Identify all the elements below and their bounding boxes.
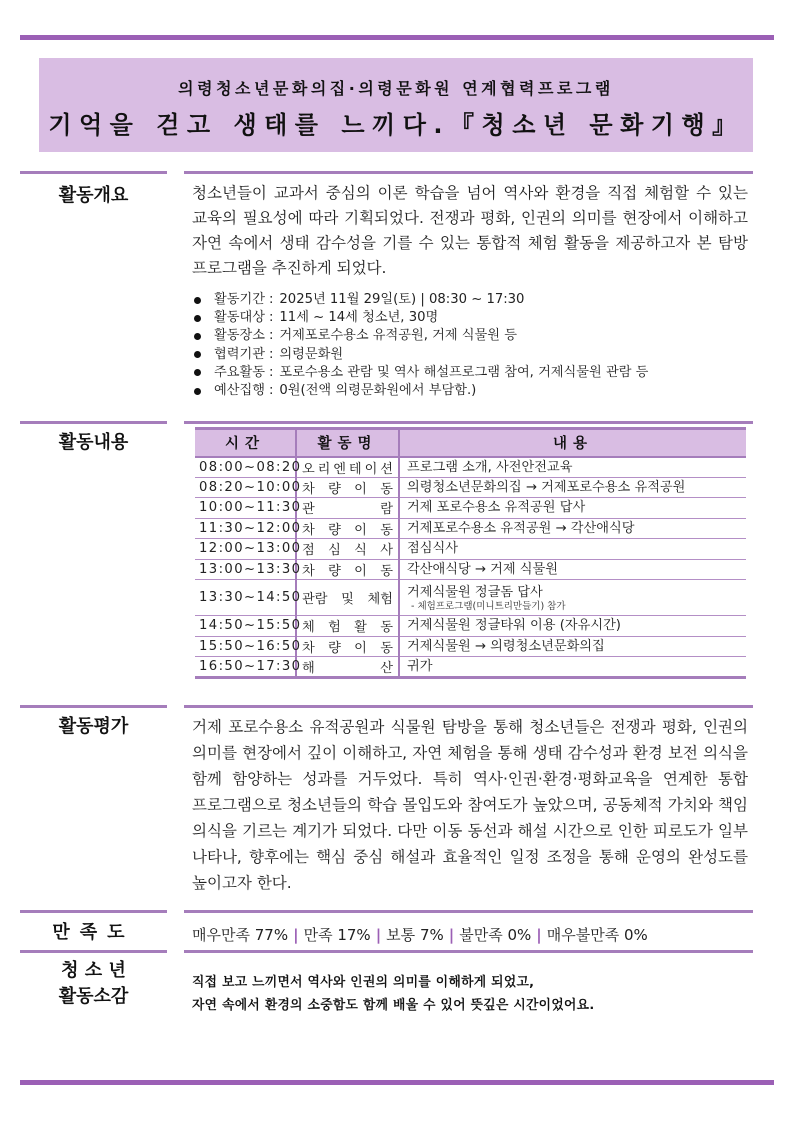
schedule-row xyxy=(195,580,746,616)
bullet-dot-icon xyxy=(194,369,201,376)
overview-paragraph: 청소년들이 교과서 중심의 이론 학습을 넘어 역사와 환경을 직접 체험할 수 있는 교육의 필요성에 따라 기획되었다. 전쟁과 평화, 인권의 의미를 현장에서 이해하고 자연 속에서 생태 감수성을 기를 수 있는 통합적 체험 활동을 제공하고자 본 탐방 프로그램을 추진하게 되었다. xyxy=(192,184,748,277)
evaluation-paragraph: 거제 포로수용소 유적공원과 식물원 탐방을 통해 청소년들은 전쟁과 평화, 인권의 의미를 현장에서 깊이 이해하고, 자연 체험을 통해 생태 감수성과 환경 보전 의식을 함께 함양하는 성과를 거두었다. 특히 역사·인권·환경·평화교육을 연계한 통합 프로그램으로 청소년들의 학습 몰입도와 참여도가 높았으며, 공동체적 가치와 책임 의식을 기르는 계기가 되었다. 다만 이동 동선과 해설 시간으로 인한 피로도가 일부 나타나, 향후에는 핵심 중심 해설과 효율적인 일정 조정을 통해 운영의 완성도를 높이고자 한다. xyxy=(192,718,748,892)
bullet-value: 거제포로수용소 유적공원, 거제 식물원 등 xyxy=(279,328,517,344)
activity-char: 동 xyxy=(380,563,393,579)
time-cell: 13:00~13:30 xyxy=(195,559,296,580)
activity-char: 차 xyxy=(302,522,315,538)
content-cell xyxy=(399,539,746,560)
activity-char: 리 xyxy=(317,461,331,477)
satisfaction-item xyxy=(386,926,444,944)
activity-char: 체 xyxy=(302,620,315,636)
activity-cell xyxy=(296,580,399,616)
bullet-separator: : xyxy=(268,364,274,380)
overview-bullet xyxy=(192,327,752,345)
content-text: 거제포로수용소 유적공원 → 각산애식당 xyxy=(407,520,635,536)
pipe-separator: | xyxy=(448,926,455,944)
time-cell: 14:50~15:50 xyxy=(195,616,296,637)
activity-char: 이 xyxy=(364,461,378,477)
content-cell xyxy=(399,477,746,498)
time-cell: 12:00~13:00 xyxy=(195,539,296,560)
content-text: 의령청소년문화의집 → 거제포로수용소 유적공원 xyxy=(407,479,686,495)
bullet-separator: : xyxy=(268,292,274,307)
satisfaction-value: 0% xyxy=(507,926,532,944)
schedule-row xyxy=(195,636,746,657)
section-divider-left xyxy=(20,910,167,913)
bullet-value: 11세 ~ 14세 청소년, 30명 xyxy=(279,310,439,326)
section-divider-right xyxy=(184,910,753,913)
activity-char: 활 xyxy=(354,620,367,636)
activity-cell xyxy=(296,518,399,539)
activity-cell xyxy=(296,657,399,678)
header-activity: 활동명 xyxy=(296,429,399,457)
banner-title: 기억을 걷고 생태를 느끼다.『청소년 문화기행』 xyxy=(48,111,744,139)
activity-char: 심 xyxy=(328,543,341,559)
schedule-row xyxy=(195,498,746,519)
time-cell: 08:00~08:20 xyxy=(195,457,296,478)
satisfaction-value: 0% xyxy=(624,926,648,944)
content-note: - 체험프로그램(미니트리만들기) 참가 xyxy=(411,600,566,612)
time-cell: 13:30~14:50 xyxy=(195,580,296,616)
review-line: 자연 속에서 환경의 소중함도 함께 배울 수 있어 뜻깊은 시간이었어요. xyxy=(192,998,595,1013)
review-text xyxy=(192,971,752,1017)
activity-char: 동 xyxy=(380,640,393,656)
bullet-separator: : xyxy=(268,383,274,399)
pipe-separator: | xyxy=(375,926,382,944)
activity-char: 험 xyxy=(328,620,341,636)
content-cell xyxy=(399,457,746,478)
schedule-table xyxy=(195,427,746,679)
pipe-separator: | xyxy=(293,926,299,944)
schedule-row xyxy=(195,518,746,539)
overview-bullet xyxy=(192,291,752,309)
bullet-dot-icon xyxy=(194,333,201,340)
activity-char: 사 xyxy=(380,543,393,559)
activity-char: 차 xyxy=(302,563,315,579)
time-cell: 16:50~17:30 xyxy=(195,657,296,678)
activity-char: 이 xyxy=(354,563,367,579)
activity-char: 이 xyxy=(354,522,367,538)
activity-char: 체험 xyxy=(367,592,393,607)
content-text: 거제식물원 → 의령청소년문화의집 xyxy=(407,638,605,654)
bullet-separator: : xyxy=(268,310,274,326)
header-time: 시간 xyxy=(195,429,296,457)
section-divider-left xyxy=(20,705,167,708)
bullet-key: 활동기간 xyxy=(214,292,265,307)
bullet-dot-icon xyxy=(194,315,201,322)
overview-label: 활동개요 xyxy=(58,185,129,206)
schedule-header-row xyxy=(195,429,746,457)
bullet-separator: : xyxy=(268,328,274,344)
activity-cell xyxy=(296,498,399,519)
schedule-row xyxy=(195,657,746,678)
satisfaction-name: 만족 xyxy=(303,926,333,944)
activity-char: 량 xyxy=(328,481,341,497)
section-divider-right xyxy=(184,705,753,708)
overview-bullet xyxy=(192,346,752,364)
activity-char: 및 xyxy=(341,592,354,607)
activity-cell xyxy=(296,457,399,478)
bottom-decorative-bar xyxy=(20,1080,774,1085)
activity-char: 차 xyxy=(302,640,315,656)
satisfaction-item xyxy=(547,926,648,944)
schedule-row xyxy=(195,559,746,580)
section-divider-right xyxy=(184,421,753,424)
satisfaction-name: 불만족 xyxy=(459,926,503,944)
content-text: 귀가 xyxy=(407,659,433,674)
satisfaction-results xyxy=(192,924,752,945)
schedule-row xyxy=(195,477,746,498)
banner-subtitle: 의령청소년문화의집·의령문화원 연계협력프로그램 xyxy=(178,79,614,98)
satisfaction-item xyxy=(459,926,531,944)
overview-bullet xyxy=(192,309,752,327)
section-divider-left xyxy=(20,421,167,424)
bullet-value: 의령문화원 xyxy=(279,346,344,362)
activity-cell xyxy=(296,616,399,637)
satisfaction-name: 보통 xyxy=(386,926,416,944)
bullet-key: 활동장소 xyxy=(214,328,265,344)
activity-char: 동 xyxy=(380,522,393,538)
bullet-value: 포로수용소 관람 및 역사 해설프로그램 참여, 거제식물원 관람 등 xyxy=(279,364,649,380)
activity-cell xyxy=(296,477,399,498)
activity-char: 식 xyxy=(354,543,367,559)
schedule-label: 활동내용 xyxy=(58,432,129,453)
activity-cell xyxy=(296,636,399,657)
content-cell xyxy=(399,580,746,616)
satisfaction-item xyxy=(304,926,371,944)
activity-char: 관 xyxy=(302,502,315,518)
content-cell xyxy=(399,636,746,657)
activity-char: 량 xyxy=(328,522,341,538)
content-cell xyxy=(399,498,746,519)
satisfaction-item xyxy=(192,926,288,944)
time-cell: 10:00~11:30 xyxy=(195,498,296,519)
bullet-separator: : xyxy=(268,346,274,362)
overview-bullet-list xyxy=(192,291,752,400)
review-label xyxy=(20,958,167,1010)
satisfaction-value: 17% xyxy=(337,926,371,944)
content-cell xyxy=(399,657,746,678)
bullet-key: 활동대상 xyxy=(214,310,265,326)
satisfaction-label: 만족도 xyxy=(52,922,135,943)
satisfaction-value: 77% xyxy=(254,926,289,944)
review-label-line1: 청 소 년 xyxy=(61,960,126,981)
satisfaction-name: 매우불만족 xyxy=(546,926,620,944)
content-cell xyxy=(399,559,746,580)
section-divider-left xyxy=(20,950,167,953)
title-banner xyxy=(39,58,753,152)
bullet-dot-icon xyxy=(194,388,201,395)
content-text: 거제식물원 정글돔 답사 xyxy=(407,584,543,600)
activity-char: 이 xyxy=(354,640,367,656)
bullet-key: 협력기관 xyxy=(214,346,265,362)
section-divider-left xyxy=(20,171,167,174)
schedule-row xyxy=(195,457,746,478)
activity-char: 관람 xyxy=(302,592,328,607)
bullet-key: 예산집행 xyxy=(214,383,265,399)
time-cell: 15:50~16:50 xyxy=(195,636,296,657)
schedule-row xyxy=(195,539,746,560)
activity-char: 차 xyxy=(302,481,315,497)
header-content: 내용 xyxy=(399,429,746,457)
top-decorative-bar xyxy=(20,35,774,40)
schedule-row xyxy=(195,616,746,637)
activity-char: 동 xyxy=(380,481,393,497)
activity-char: 람 xyxy=(380,502,393,518)
activity-char: 이 xyxy=(354,481,367,497)
evaluation-label: 활동평가 xyxy=(58,716,129,737)
bullet-value: 2025년 11월 29일(토) | 08:30 ~ 17:30 xyxy=(279,292,525,307)
section-divider-right xyxy=(184,950,753,953)
activity-char: 테 xyxy=(348,461,362,477)
activity-char: 점 xyxy=(302,543,315,559)
time-cell: 11:30~12:00 xyxy=(195,518,296,539)
pipe-separator: | xyxy=(536,926,542,944)
bullet-value: 0원(전액 의령문화원에서 부담함.) xyxy=(279,383,477,399)
content-text: 거제 포로수용소 유적공원 답사 xyxy=(407,500,586,516)
activity-char: 해 xyxy=(302,661,315,676)
bullet-dot-icon xyxy=(194,297,201,304)
overview-bullet xyxy=(192,382,752,400)
review-line: 직접 보고 느끼면서 역사와 인권의 의미를 이해하게 되었고, xyxy=(192,975,535,990)
content-text: 거제식물원 정글타워 이용 (자유시간) xyxy=(407,618,621,634)
content-text: 각산애식당 → 거제 식물원 xyxy=(407,561,559,577)
activity-char: 량 xyxy=(328,563,341,579)
content-cell xyxy=(399,616,746,637)
bullet-dot-icon xyxy=(194,351,201,358)
activity-char: 동 xyxy=(380,620,393,636)
activity-char: 오 xyxy=(302,461,315,477)
section-divider-right xyxy=(184,171,753,174)
activity-char: 산 xyxy=(380,661,393,676)
time-cell: 08:20~10:00 xyxy=(195,477,296,498)
content-text: 점심식사 xyxy=(407,541,458,557)
overview-bullet xyxy=(192,364,752,382)
satisfaction-value: 7% xyxy=(419,926,444,944)
bullet-key: 주요활동 xyxy=(214,364,265,380)
satisfaction-name: 매우만족 xyxy=(192,926,250,944)
activity-char: 량 xyxy=(328,640,341,656)
activity-char: 엔 xyxy=(333,461,347,477)
content-text: 프로그램 소개, 사전안전교육 xyxy=(407,459,573,475)
review-label-line2: 활동소감 xyxy=(58,986,129,1007)
activity-cell xyxy=(296,539,399,560)
activity-char: 션 xyxy=(380,461,393,477)
activity-cell xyxy=(296,559,399,580)
content-cell xyxy=(399,518,746,539)
